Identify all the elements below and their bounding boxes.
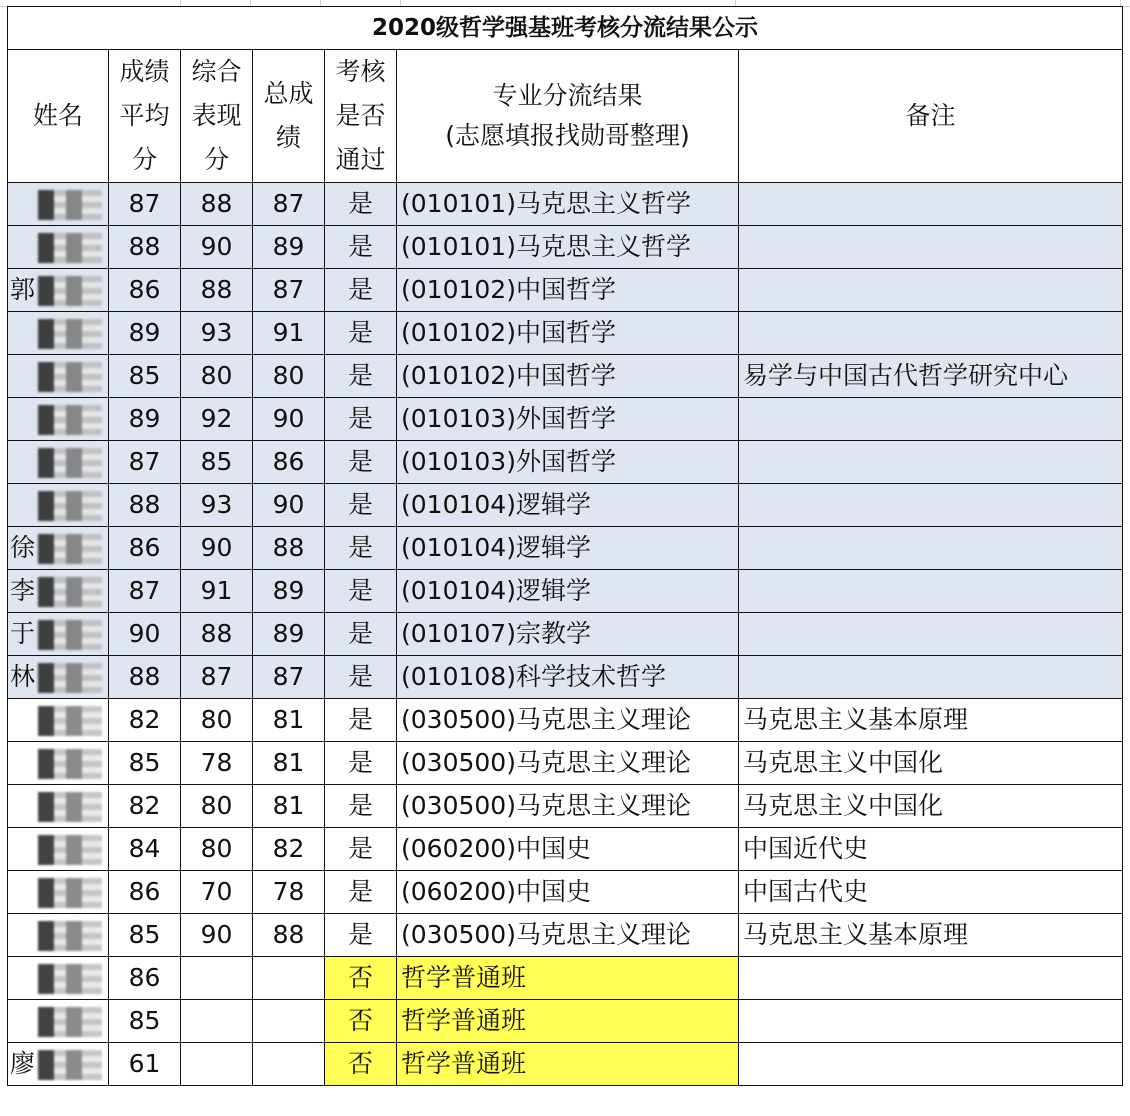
performance-cell[interactable]: 80	[181, 785, 253, 828]
avg-score-cell[interactable]: 89	[109, 398, 181, 441]
total-cell[interactable]: 91	[253, 312, 325, 355]
performance-cell[interactable]: 70	[181, 871, 253, 914]
redaction-mosaic	[38, 749, 102, 779]
major-cell[interactable]: (010103)外国哲学	[397, 441, 739, 484]
redaction-mosaic	[38, 921, 102, 951]
total-cell[interactable]: 81	[253, 742, 325, 785]
name-cell[interactable]	[8, 914, 109, 957]
passed-cell[interactable]: 是	[325, 312, 397, 355]
major-cell[interactable]: (010104)逻辑学	[397, 527, 739, 570]
table-row	[8, 914, 1123, 957]
passed-cell[interactable]: 否	[325, 957, 397, 1000]
performance-cell[interactable]: 87	[181, 656, 253, 699]
note-cell[interactable]: 马克思主义中国化	[739, 742, 1123, 785]
table-row	[8, 355, 1123, 398]
title-row	[8, 7, 1123, 50]
total-cell[interactable]: 78	[253, 871, 325, 914]
major-cell[interactable]: (010102)中国哲学	[397, 269, 739, 312]
redaction-mosaic	[38, 577, 102, 607]
name-cell[interactable]	[8, 312, 109, 355]
table-row	[8, 312, 1123, 355]
passed-cell[interactable]: 是	[325, 656, 397, 699]
header-note[interactable]: 备注	[739, 50, 1123, 183]
passed-cell[interactable]: 是	[325, 355, 397, 398]
name-text: 于	[10, 618, 36, 648]
name-cell[interactable]	[8, 527, 109, 570]
avg-score-cell[interactable]: 86	[109, 871, 181, 914]
passed-cell[interactable]: 是	[325, 441, 397, 484]
major-cell[interactable]: (010103)外国哲学	[397, 398, 739, 441]
passed-cell[interactable]: 是	[325, 699, 397, 742]
passed-cell[interactable]: 是	[325, 570, 397, 613]
avg-score-cell[interactable]: 85	[109, 742, 181, 785]
passed-cell[interactable]: 是	[325, 871, 397, 914]
major-cell[interactable]: (010102)中国哲学	[397, 355, 739, 398]
name-cell[interactable]	[8, 656, 109, 699]
table-row	[8, 742, 1123, 785]
major-cell[interactable]: 哲学普通班	[397, 1000, 739, 1043]
passed-cell[interactable]: 否	[325, 1043, 397, 1086]
major-cell[interactable]: (010107)宗教学	[397, 613, 739, 656]
redaction-mosaic	[38, 319, 102, 349]
name-cell[interactable]	[8, 355, 109, 398]
table-row	[8, 785, 1123, 828]
name-cell[interactable]	[8, 484, 109, 527]
total-cell[interactable]: 80	[253, 355, 325, 398]
performance-cell[interactable]: 90	[181, 914, 253, 957]
name-cell[interactable]	[8, 742, 109, 785]
redaction-mosaic	[38, 1007, 102, 1037]
note-cell[interactable]: 马克思主义基本原理	[739, 914, 1123, 957]
header-major[interactable]	[397, 50, 739, 183]
note-cell[interactable]: 中国近代史	[739, 828, 1123, 871]
header-performance[interactable]: 综合表现分	[181, 50, 253, 183]
performance-cell[interactable]	[181, 1043, 253, 1086]
table-row	[8, 441, 1123, 484]
total-cell[interactable]	[253, 1000, 325, 1043]
passed-cell[interactable]: 是	[325, 183, 397, 226]
avg-score-cell[interactable]: 87	[109, 570, 181, 613]
performance-cell[interactable]: 90	[181, 527, 253, 570]
major-cell[interactable]: (030500)马克思主义理论	[397, 699, 739, 742]
note-cell[interactable]	[739, 613, 1123, 656]
note-cell[interactable]	[739, 398, 1123, 441]
avg-score-cell[interactable]: 84	[109, 828, 181, 871]
redaction-mosaic	[38, 663, 102, 693]
note-cell[interactable]	[739, 1000, 1123, 1043]
major-cell[interactable]: (010108)科学技术哲学	[397, 656, 739, 699]
note-cell[interactable]: 易学与中国古代哲学研究中心	[739, 355, 1123, 398]
redaction-mosaic	[38, 233, 102, 263]
passed-cell[interactable]: 是	[325, 785, 397, 828]
avg-score-cell[interactable]: 88	[109, 226, 181, 269]
redaction-mosaic	[38, 792, 102, 822]
performance-cell[interactable]: 80	[181, 828, 253, 871]
redaction-mosaic	[38, 190, 102, 220]
name-cell[interactable]	[8, 269, 109, 312]
table-row	[8, 957, 1123, 1000]
passed-cell[interactable]: 是	[325, 828, 397, 871]
passed-cell[interactable]: 是	[325, 914, 397, 957]
total-cell[interactable]: 87	[253, 656, 325, 699]
performance-cell[interactable]: 88	[181, 613, 253, 656]
name-text: 李	[10, 575, 36, 605]
table-row	[8, 828, 1123, 871]
note-cell[interactable]	[739, 312, 1123, 355]
avg-score-cell[interactable]: 85	[109, 355, 181, 398]
total-cell[interactable]: 87	[253, 269, 325, 312]
table-row	[8, 570, 1123, 613]
performance-cell[interactable]: 80	[181, 355, 253, 398]
table-row	[8, 871, 1123, 914]
note-cell[interactable]: 马克思主义中国化	[739, 785, 1123, 828]
note-cell[interactable]: 中国古代史	[739, 871, 1123, 914]
performance-cell[interactable]: 80	[181, 699, 253, 742]
performance-cell[interactable]: 92	[181, 398, 253, 441]
table-row	[8, 656, 1123, 699]
redaction-mosaic	[38, 276, 102, 306]
name-cell[interactable]	[8, 957, 109, 1000]
performance-cell[interactable]	[181, 957, 253, 1000]
table-row	[8, 183, 1123, 226]
avg-score-cell[interactable]: 86	[109, 527, 181, 570]
total-cell[interactable]: 90	[253, 484, 325, 527]
redaction-mosaic	[38, 706, 102, 736]
table-title[interactable]: 2020级哲学强基班考核分流结果公示	[8, 7, 1123, 50]
header-major-line2: (志愿填报找勋哥整理)	[445, 121, 690, 150]
name-cell[interactable]	[8, 398, 109, 441]
table-row	[8, 1000, 1123, 1043]
name-cell[interactable]	[8, 871, 109, 914]
header-name[interactable]: 姓名	[8, 50, 109, 183]
total-cell[interactable]	[253, 1043, 325, 1086]
note-cell[interactable]	[739, 441, 1123, 484]
performance-cell[interactable]: 93	[181, 312, 253, 355]
performance-cell[interactable]: 90	[181, 226, 253, 269]
table-row	[8, 226, 1123, 269]
name-cell[interactable]	[8, 1043, 109, 1086]
table-row	[8, 398, 1123, 441]
major-cell[interactable]: (030500)马克思主义理论	[397, 785, 739, 828]
name-cell[interactable]	[8, 183, 109, 226]
total-cell[interactable]	[253, 957, 325, 1000]
major-cell[interactable]: 哲学普通班	[397, 957, 739, 1000]
avg-score-cell[interactable]: 88	[109, 484, 181, 527]
total-cell[interactable]: 86	[253, 441, 325, 484]
redaction-mosaic	[38, 491, 102, 521]
table-row	[8, 527, 1123, 570]
note-cell[interactable]	[739, 269, 1123, 312]
performance-cell[interactable]: 93	[181, 484, 253, 527]
performance-cell[interactable]: 78	[181, 742, 253, 785]
redaction-mosaic	[38, 1050, 102, 1080]
avg-score-cell[interactable]: 90	[109, 613, 181, 656]
avg-score-cell[interactable]: 86	[109, 957, 181, 1000]
total-cell[interactable]: 81	[253, 699, 325, 742]
major-cell[interactable]: 哲学普通班	[397, 1043, 739, 1086]
table-row	[8, 269, 1123, 312]
name-text: 郭	[10, 274, 36, 304]
passed-cell[interactable]: 否	[325, 1000, 397, 1043]
major-cell[interactable]: (030500)马克思主义理论	[397, 742, 739, 785]
avg-score-cell[interactable]: 61	[109, 1043, 181, 1086]
name-cell[interactable]	[8, 828, 109, 871]
note-cell[interactable]	[739, 226, 1123, 269]
results-table	[7, 6, 1123, 1086]
total-cell[interactable]: 90	[253, 398, 325, 441]
note-cell[interactable]	[739, 656, 1123, 699]
redaction-mosaic	[38, 448, 102, 478]
avg-score-cell[interactable]: 82	[109, 699, 181, 742]
passed-cell[interactable]: 是	[325, 398, 397, 441]
major-cell[interactable]: (010101)马克思主义哲学	[397, 226, 739, 269]
avg-score-cell[interactable]: 88	[109, 656, 181, 699]
avg-score-cell[interactable]: 89	[109, 312, 181, 355]
performance-cell[interactable]: 85	[181, 441, 253, 484]
passed-cell[interactable]: 是	[325, 613, 397, 656]
passed-cell[interactable]: 是	[325, 742, 397, 785]
note-cell[interactable]	[739, 484, 1123, 527]
total-cell[interactable]: 88	[253, 527, 325, 570]
header-row	[8, 50, 1123, 183]
total-cell[interactable]: 89	[253, 613, 325, 656]
redaction-mosaic	[38, 620, 102, 650]
total-cell[interactable]: 87	[253, 183, 325, 226]
redaction-mosaic	[38, 835, 102, 865]
name-text: 徐	[10, 532, 36, 562]
major-cell[interactable]: (060200)中国史	[397, 871, 739, 914]
note-cell[interactable]	[739, 957, 1123, 1000]
passed-cell[interactable]: 是	[325, 269, 397, 312]
avg-score-cell[interactable]: 87	[109, 441, 181, 484]
avg-score-cell[interactable]: 87	[109, 183, 181, 226]
note-cell[interactable]	[739, 1043, 1123, 1086]
redaction-mosaic	[38, 405, 102, 435]
note-cell[interactable]	[739, 570, 1123, 613]
major-cell[interactable]: (030500)马克思主义理论	[397, 914, 739, 957]
name-cell[interactable]	[8, 570, 109, 613]
header-major-line1: 专业分流结果	[492, 81, 643, 110]
total-cell[interactable]: 89	[253, 570, 325, 613]
table-row	[8, 699, 1123, 742]
table-row	[8, 484, 1123, 527]
name-cell[interactable]	[8, 226, 109, 269]
header-total[interactable]: 总成绩	[253, 50, 325, 183]
redaction-mosaic	[38, 964, 102, 994]
total-cell[interactable]: 88	[253, 914, 325, 957]
note-cell[interactable]	[739, 527, 1123, 570]
name-cell[interactable]	[8, 441, 109, 484]
name-cell[interactable]	[8, 785, 109, 828]
note-cell[interactable]: 马克思主义基本原理	[739, 699, 1123, 742]
avg-score-cell[interactable]: 85	[109, 1000, 181, 1043]
table-row	[8, 1043, 1123, 1086]
total-cell[interactable]: 81	[253, 785, 325, 828]
redaction-mosaic	[38, 534, 102, 564]
major-cell[interactable]: (010104)逻辑学	[397, 570, 739, 613]
header-passed[interactable]: 考核是否通过	[325, 50, 397, 183]
passed-cell[interactable]: 是	[325, 226, 397, 269]
total-cell[interactable]: 89	[253, 226, 325, 269]
table-body	[8, 183, 1123, 1086]
avg-score-cell[interactable]: 82	[109, 785, 181, 828]
passed-cell[interactable]: 是	[325, 527, 397, 570]
name-cell[interactable]	[8, 613, 109, 656]
redaction-mosaic	[38, 362, 102, 392]
avg-score-cell[interactable]: 86	[109, 269, 181, 312]
performance-cell[interactable]: 88	[181, 183, 253, 226]
major-cell[interactable]: (060200)中国史	[397, 828, 739, 871]
name-cell[interactable]	[8, 1000, 109, 1043]
major-cell[interactable]: (010102)中国哲学	[397, 312, 739, 355]
name-cell[interactable]	[8, 699, 109, 742]
performance-cell[interactable]	[181, 1000, 253, 1043]
major-cell[interactable]: (010101)马克思主义哲学	[397, 183, 739, 226]
note-cell[interactable]	[739, 183, 1123, 226]
major-cell[interactable]: (010104)逻辑学	[397, 484, 739, 527]
table-row	[8, 613, 1123, 656]
performance-cell[interactable]: 91	[181, 570, 253, 613]
redaction-mosaic	[38, 878, 102, 908]
passed-cell[interactable]: 是	[325, 484, 397, 527]
name-text: 林	[10, 661, 36, 691]
performance-cell[interactable]: 88	[181, 269, 253, 312]
name-text: 廖	[10, 1048, 36, 1078]
avg-score-cell[interactable]: 85	[109, 914, 181, 957]
header-avg-score[interactable]: 成绩平均分	[109, 50, 181, 183]
total-cell[interactable]: 82	[253, 828, 325, 871]
